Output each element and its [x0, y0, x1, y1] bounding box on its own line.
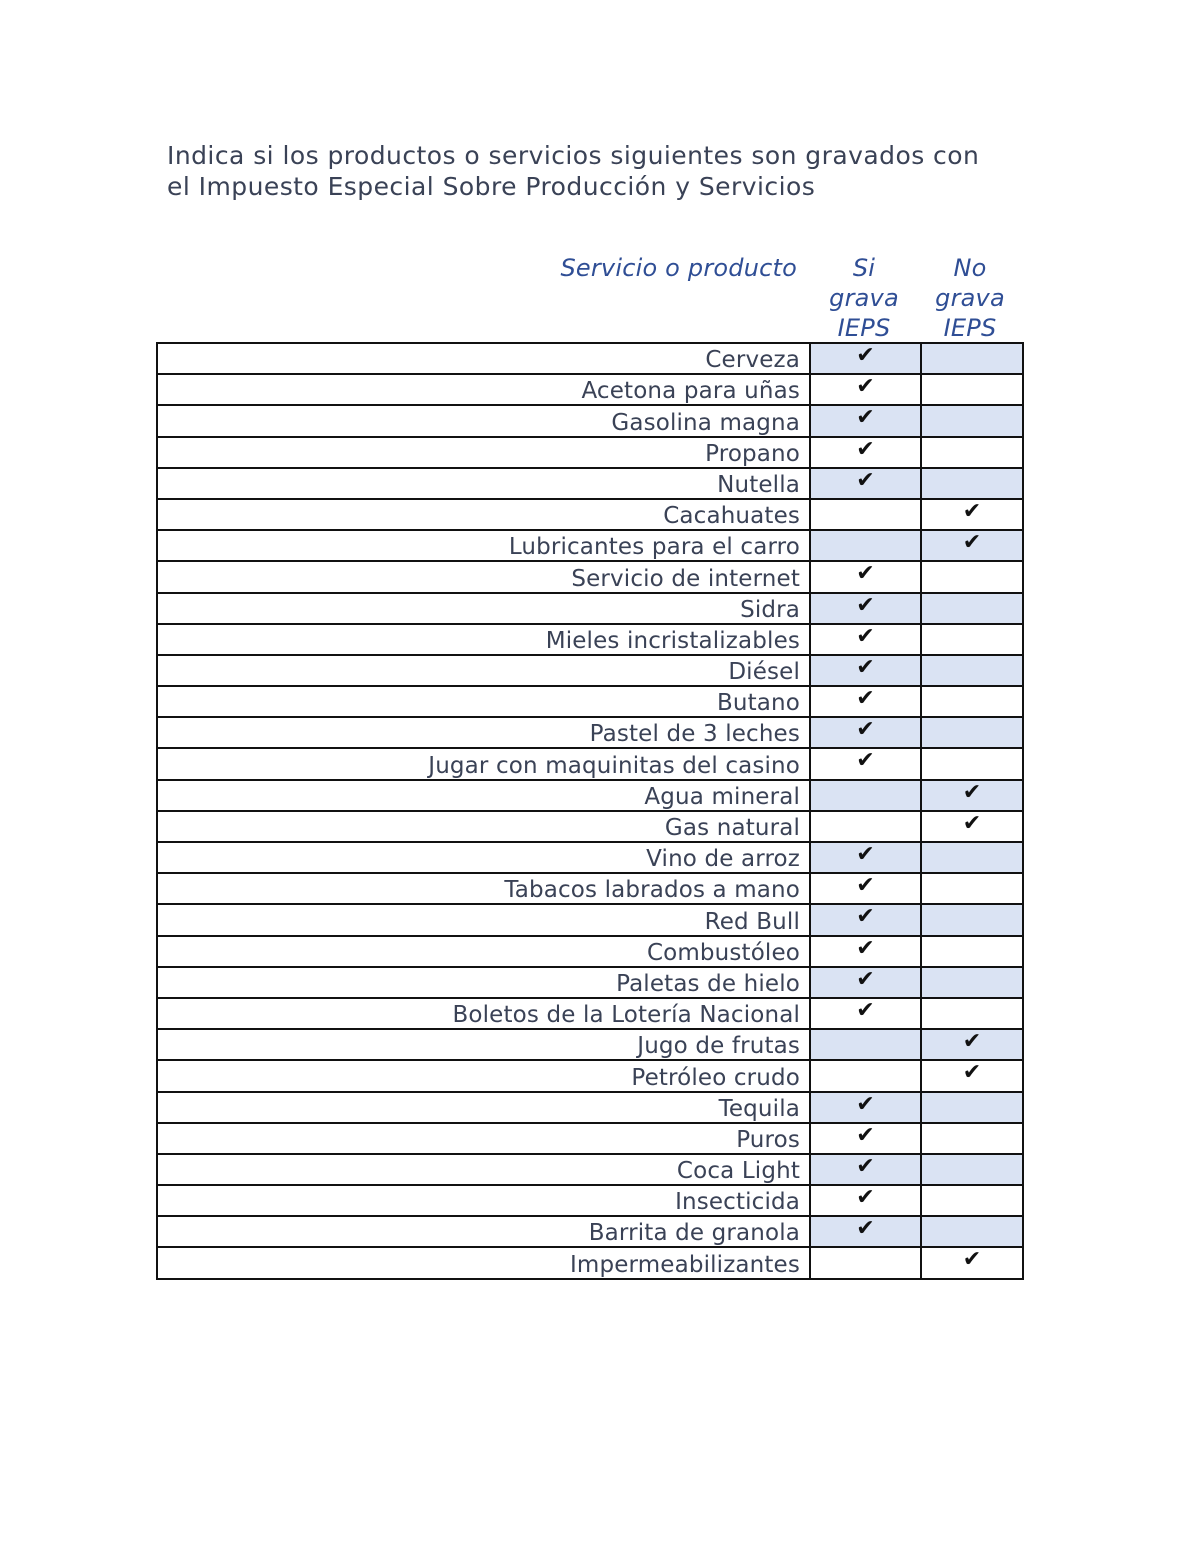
si-grava-check-cell: ✔ [810, 998, 921, 1029]
product-name-cell: Gas natural [157, 811, 810, 842]
si-grava-check-cell: ✔ [810, 1123, 921, 1154]
product-name-cell: Propano [157, 437, 810, 468]
si-grava-check-cell: ✔ [810, 405, 921, 436]
table-row [157, 1123, 1023, 1154]
product-name-cell: Pastel de 3 leches [157, 717, 810, 748]
table-row [157, 1029, 1023, 1060]
no-grava-check-cell [921, 437, 1023, 468]
table-row [157, 1154, 1023, 1185]
si-grava-check-cell [810, 530, 921, 561]
si-grava-check-cell: ✔ [810, 468, 921, 499]
header-si-line-2: grava [829, 284, 899, 312]
no-grava-check-cell [921, 624, 1023, 655]
si-grava-check-cell: ✔ [810, 624, 921, 655]
no-grava-check-cell [921, 468, 1023, 499]
table-row [157, 998, 1023, 1029]
product-name-cell: Diésel [157, 655, 810, 686]
product-name-cell: Gasolina magna [157, 405, 810, 436]
table-row [157, 780, 1023, 811]
si-grava-check-cell [810, 1029, 921, 1060]
table-row [157, 405, 1023, 436]
si-grava-check-cell: ✔ [810, 593, 921, 624]
product-name-cell: Nutella [157, 468, 810, 499]
product-name-cell: Puros [157, 1123, 810, 1154]
si-grava-check-cell: ✔ [810, 374, 921, 405]
table-row [157, 1092, 1023, 1123]
header-no-line-3: IEPS [943, 314, 997, 342]
no-grava-check-cell [921, 655, 1023, 686]
no-grava-check-cell [921, 936, 1023, 967]
product-name-cell: Mieles incristalizables [157, 624, 810, 655]
product-name-cell: Petróleo crudo [157, 1060, 810, 1091]
table-row [157, 1247, 1023, 1278]
product-name-cell: Agua mineral [157, 780, 810, 811]
no-grava-check-cell [921, 842, 1023, 873]
table-row [157, 624, 1023, 655]
si-grava-check-cell: ✔ [810, 717, 921, 748]
no-grava-check-cell [921, 593, 1023, 624]
no-grava-check-cell [921, 1123, 1023, 1154]
no-grava-check-cell: ✔ [921, 1029, 1023, 1060]
si-grava-check-cell: ✔ [810, 1216, 921, 1247]
product-name-cell: Jugar con maquinitas del casino [157, 748, 810, 779]
table-body [157, 343, 1023, 1279]
product-name-cell: Impermeabilizantes [157, 1247, 810, 1278]
no-grava-check-cell: ✔ [921, 530, 1023, 561]
product-name-cell: Lubricantes para el carro [157, 530, 810, 561]
table-row [157, 561, 1023, 592]
header-si-line-3: IEPS [837, 314, 891, 342]
si-grava-check-cell: ✔ [810, 1154, 921, 1185]
product-name-cell: Paletas de hielo [157, 967, 810, 998]
product-name-cell: Tequila [157, 1092, 810, 1123]
no-grava-check-cell [921, 374, 1023, 405]
page-title [167, 140, 1067, 202]
header-si-line-1: Si [852, 254, 876, 282]
table-row [157, 686, 1023, 717]
table-row [157, 593, 1023, 624]
no-grava-check-cell [921, 1216, 1023, 1247]
si-grava-check-cell: ✔ [810, 437, 921, 468]
table-row [157, 1216, 1023, 1247]
si-grava-check-cell: ✔ [810, 1185, 921, 1216]
si-grava-check-cell: ✔ [810, 343, 921, 374]
column-header-si-grava [809, 253, 919, 343]
no-grava-check-cell: ✔ [921, 1247, 1023, 1278]
table-row [157, 904, 1023, 935]
no-grava-check-cell [921, 998, 1023, 1029]
si-grava-check-cell: ✔ [810, 873, 921, 904]
no-grava-check-cell: ✔ [921, 499, 1023, 530]
no-grava-check-cell [921, 1154, 1023, 1185]
no-grava-check-cell [921, 873, 1023, 904]
no-grava-check-cell [921, 1185, 1023, 1216]
table-row [157, 499, 1023, 530]
si-grava-check-cell [810, 499, 921, 530]
table-row [157, 748, 1023, 779]
title-line-2: el Impuesto Especial Sobre Producción y Servicios [167, 172, 816, 201]
product-name-cell: Combustóleo [157, 936, 810, 967]
si-grava-check-cell [810, 811, 921, 842]
column-header-service: Servicio o producto [560, 254, 797, 282]
table-row [157, 343, 1023, 374]
no-grava-check-cell: ✔ [921, 811, 1023, 842]
no-grava-check-cell: ✔ [921, 1060, 1023, 1091]
no-grava-check-cell [921, 1092, 1023, 1123]
table-row [157, 811, 1023, 842]
product-name-cell: Insecticida [157, 1185, 810, 1216]
si-grava-check-cell: ✔ [810, 655, 921, 686]
si-grava-check-cell: ✔ [810, 967, 921, 998]
table-row [157, 468, 1023, 499]
no-grava-check-cell [921, 748, 1023, 779]
product-name-cell: Boletos de la Lotería Nacional [157, 998, 810, 1029]
si-grava-check-cell: ✔ [810, 748, 921, 779]
si-grava-check-cell: ✔ [810, 1092, 921, 1123]
si-grava-check-cell: ✔ [810, 842, 921, 873]
column-header-no-grava [920, 253, 1020, 343]
no-grava-check-cell [921, 561, 1023, 592]
table-row [157, 842, 1023, 873]
si-grava-check-cell: ✔ [810, 904, 921, 935]
no-grava-check-cell [921, 967, 1023, 998]
title-line-1: Indica si los productos o servicios siguientes son gravados con [167, 141, 980, 170]
table-row [157, 936, 1023, 967]
product-name-cell: Servicio de internet [157, 561, 810, 592]
product-name-cell: Butano [157, 686, 810, 717]
table-row [157, 1060, 1023, 1091]
table-row [157, 530, 1023, 561]
no-grava-check-cell [921, 904, 1023, 935]
si-grava-check-cell [810, 1247, 921, 1278]
si-grava-check-cell: ✔ [810, 561, 921, 592]
no-grava-check-cell: ✔ [921, 780, 1023, 811]
product-name-cell: Jugo de frutas [157, 1029, 810, 1060]
table-row [157, 967, 1023, 998]
si-grava-check-cell: ✔ [810, 686, 921, 717]
table-row [157, 1185, 1023, 1216]
table-row [157, 717, 1023, 748]
si-grava-check-cell [810, 1060, 921, 1091]
product-name-cell: Sidra [157, 593, 810, 624]
si-grava-check-cell: ✔ [810, 936, 921, 967]
header-no-line-1: No [953, 254, 987, 282]
no-grava-check-cell [921, 686, 1023, 717]
table-row [157, 873, 1023, 904]
si-grava-check-cell [810, 780, 921, 811]
no-grava-check-cell [921, 405, 1023, 436]
no-grava-check-cell [921, 343, 1023, 374]
ieps-table [156, 342, 1024, 1280]
header-no-line-2: grava [935, 284, 1005, 312]
product-name-cell: Vino de arroz [157, 842, 810, 873]
product-name-cell: Cerveza [157, 343, 810, 374]
product-name-cell: Tabacos labrados a mano [157, 873, 810, 904]
table-row [157, 374, 1023, 405]
table-row [157, 437, 1023, 468]
product-name-cell: Acetona para uñas [157, 374, 810, 405]
no-grava-check-cell [921, 717, 1023, 748]
product-name-cell: Cacahuates [157, 499, 810, 530]
product-name-cell: Coca Light [157, 1154, 810, 1185]
product-name-cell: Barrita de granola [157, 1216, 810, 1247]
product-name-cell: Red Bull [157, 904, 810, 935]
table-row [157, 655, 1023, 686]
